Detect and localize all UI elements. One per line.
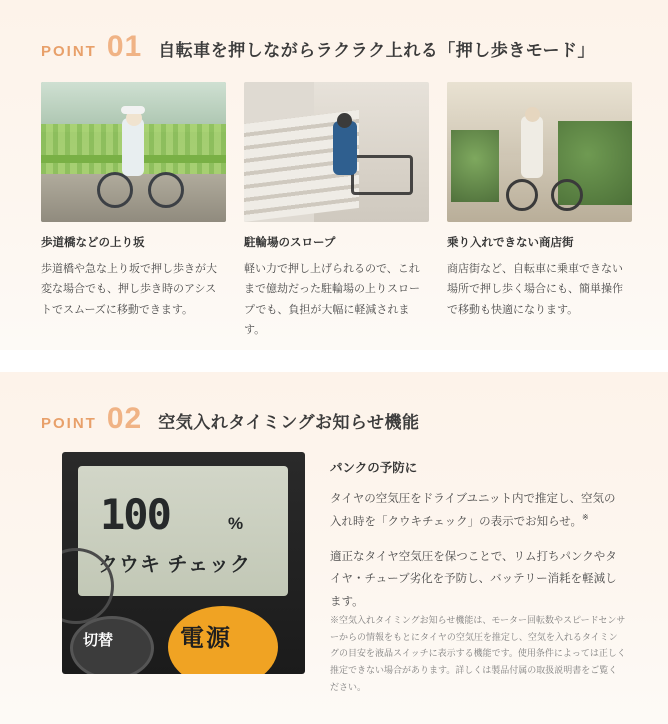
section-point-01 [0,0,668,350]
feature-card-caption: 駐輪場のスロープ [244,237,336,249]
photo-shopping-street [447,82,632,222]
feature-card-body: 軽い力で押し上げられるので、これまで億劫だった駐輪場の上りスロープでも、負担が大幅に軽減されます。 [244,263,420,337]
photo-parking-slope [244,82,429,222]
mode-switch-button[interactable] [70,616,154,674]
footnote-text: ※空気入れタイミングお知らせ機能は、モーター回転数やスピードセンサーからの情報をもとにタイヤの空気圧を推定し、空気を入れるタイミングの目安を液晶スイッチに表示する機能です。使用条件によっては正しく推定できない場合があります。詳しくは製品付属の取扱説明書をご覧ください。 [330,615,626,692]
point-01-header [41,32,595,62]
point-number: 01 [106,30,143,63]
kuuki-check-label: クウキ チェック [98,554,251,576]
feature-card-caption: 乗り入れできない商店街 [447,237,574,249]
puncture-prevention-paragraph-2: 適正なタイヤ空気圧を保つことで、リム打ちパンクやタイヤ・チューブ劣化を予防し、バッテリー消耗を軽減します。 [330,550,617,608]
power-button-label: 電源 [180,625,232,652]
puncture-prevention-heading: パンクの予防に [330,461,418,475]
photo-pedestrian-bridge-slope [41,82,226,222]
feature-card-list [41,82,631,340]
power-button[interactable] [168,606,278,674]
paragraph-1-text: タイヤの空気圧をドライブユニット内で推定し、空気の入れ時を「クウキチェック」の表示でお知らせ。 [330,493,616,529]
percent-sign: % [228,514,244,533]
footnote-marker: ※ [581,513,589,523]
point-label: POINT [41,43,97,60]
point-label: POINT [41,415,97,432]
feature-card [41,82,226,340]
point-number: 02 [106,402,143,435]
point-02-header [41,404,420,434]
mode-switch-label: 切替 [83,632,114,649]
photo-lcd-display-unit [62,452,305,674]
feature-card-caption: 歩道橋などの上り坂 [41,237,145,249]
point-02-text-column [330,458,620,613]
feature-card-body: 商店街など、自転車に乗車できない場所で押し歩く場合にも、簡単操作で移動も快適になります。 [447,263,623,316]
puncture-prevention-paragraph-1 [330,488,620,534]
point-01-title: 自転車を押しながらラクラク上れる「押し歩きモード」 [158,41,596,60]
feature-card [244,82,429,340]
feature-card [447,82,632,340]
point-02-title: 空気入れタイミングお知らせ機能 [158,413,420,432]
feature-card-body: 歩道橋や急な上り坂で押し歩きが大変な場合でも、押し歩き時のアシストでスムーズに移動できます。 [41,263,217,316]
air-pressure-percent: 100 [100,490,170,539]
